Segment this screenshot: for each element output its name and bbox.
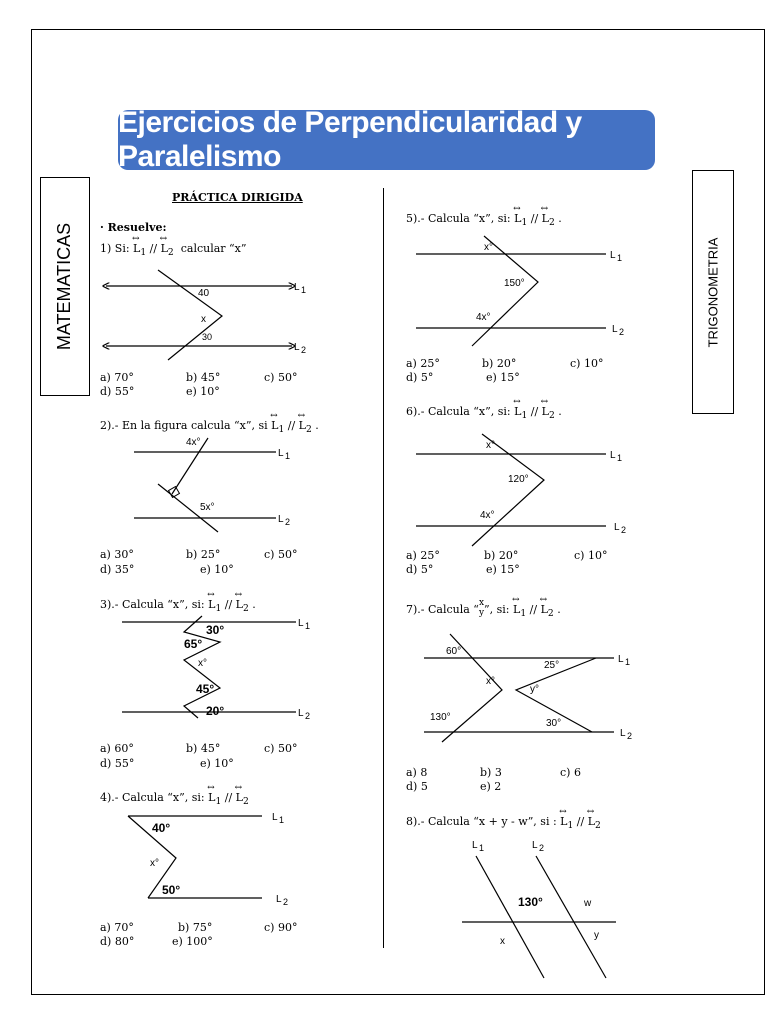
svg-text:1: 1 bbox=[617, 453, 623, 463]
svg-text:130°: 130° bbox=[430, 712, 451, 723]
svg-text:L: L bbox=[532, 840, 538, 851]
subject-label: MATEMATICAS bbox=[54, 222, 75, 351]
svg-text:x°: x° bbox=[484, 242, 493, 253]
practice-heading: PRÁCTICA DIRIGIDA bbox=[172, 191, 303, 204]
problem-5-options-b: d) 5° e) 15° bbox=[406, 371, 520, 384]
svg-text:40°: 40° bbox=[152, 821, 171, 835]
svg-text:x: x bbox=[500, 936, 505, 947]
svg-text:w: w bbox=[584, 898, 592, 909]
problem-2-options-b: d) 35° e) 10° bbox=[100, 563, 234, 576]
svg-text:L: L bbox=[610, 250, 616, 261]
svg-text:4x°: 4x° bbox=[476, 312, 491, 323]
problem-6-options-b: d) 5° e) 15° bbox=[406, 563, 520, 576]
svg-text:45°: 45° bbox=[196, 682, 215, 696]
problem-2-options-a: a) 30° b) 25° c) 50° bbox=[100, 548, 298, 561]
problem-6-options-a: a) 25° b) 20° c) 10° bbox=[406, 549, 608, 562]
problem-5-question: 5).- Calcula “x”, si: ↔ $L_1$ // ↔ $L_2$ . bbox=[406, 212, 562, 229]
svg-text:25°: 25° bbox=[544, 660, 560, 671]
svg-text:y°: y° bbox=[530, 684, 539, 695]
problem-3-question: 3).- Calcula “x”, si: ↔ $L_1$ // ↔ $L_2$ . bbox=[100, 598, 256, 615]
svg-text:1: 1 bbox=[617, 253, 623, 263]
svg-text:L: L bbox=[620, 728, 626, 739]
svg-text:x°: x° bbox=[150, 858, 159, 869]
column-divider bbox=[383, 188, 384, 948]
svg-text:L: L bbox=[612, 324, 618, 335]
svg-text:130°: 130° bbox=[518, 895, 543, 909]
svg-text:150°: 150° bbox=[504, 278, 525, 289]
svg-text:L: L bbox=[276, 894, 282, 905]
svg-text:L: L bbox=[278, 448, 284, 459]
problem-7-figure bbox=[420, 628, 642, 746]
topic-label: TRIGONOMETRIA bbox=[705, 237, 721, 347]
svg-text:2: 2 bbox=[301, 345, 307, 355]
svg-text:1: 1 bbox=[279, 815, 285, 825]
problem-2-question: 2).- En la figura calcula “x”, si ↔ $L_1$ // ↔ $L_2$ . bbox=[100, 419, 319, 436]
problem-3-options-b: d) 55° e) 10° bbox=[100, 757, 234, 770]
svg-text:L: L bbox=[278, 514, 284, 525]
problem-3-options-a: a) 60° b) 45° c) 50° bbox=[100, 742, 298, 755]
subject-label-box bbox=[40, 177, 90, 396]
svg-text:L: L bbox=[472, 840, 478, 851]
svg-text:60°: 60° bbox=[446, 646, 462, 657]
problem-1-figure bbox=[100, 266, 320, 362]
problem-4-question: 4).- Calcula “x”, si: ↔ $L_1$ // ↔ $L_2$ bbox=[100, 791, 249, 808]
svg-text:65°: 65° bbox=[184, 637, 203, 651]
svg-text:L: L bbox=[272, 812, 278, 823]
problem-7-question: 7).- Calcula “ x y ”, si: ↔ $L_1$ // ↔ $L_2$ . bbox=[406, 600, 561, 620]
problem-1-options-a: a) 70° b) 45° c) 50° bbox=[100, 371, 298, 384]
problem-4-options-a: a) 70° b) 75° c) 90° bbox=[100, 921, 298, 934]
svg-text:1: 1 bbox=[285, 451, 291, 461]
svg-text:2: 2 bbox=[283, 897, 289, 907]
svg-text:L: L bbox=[298, 618, 304, 629]
svg-text:L: L bbox=[298, 708, 304, 719]
page-title: Ejercicios de Perpendicularidad y Paralelismo bbox=[118, 110, 655, 170]
p1-angle-30: 30 bbox=[202, 332, 213, 342]
svg-text:L: L bbox=[618, 654, 624, 665]
svg-text:1: 1 bbox=[479, 843, 485, 853]
svg-text:L: L bbox=[610, 450, 616, 461]
svg-text:2: 2 bbox=[619, 327, 625, 337]
p1-l1: L bbox=[294, 282, 300, 293]
problem-2-figure bbox=[120, 436, 320, 536]
problem-7-options-b: d) 5 e) 2 bbox=[406, 780, 502, 793]
problem-5-options-a: a) 25° b) 20° c) 10° bbox=[406, 357, 604, 370]
problem-8-question: 8).- Calcula “x + y - w”, si : ↔ $L_1$ // ↔ $L_2$ bbox=[406, 815, 601, 832]
resuelve-label: · Resuelve: bbox=[100, 221, 167, 234]
svg-text:2: 2 bbox=[539, 843, 545, 853]
problem-4-figure bbox=[120, 808, 310, 908]
p2-angle-5x: 5x° bbox=[200, 502, 215, 513]
svg-text:2: 2 bbox=[627, 731, 633, 741]
svg-text:x°: x° bbox=[486, 676, 495, 687]
p1-angle-40: 40 bbox=[198, 288, 210, 299]
svg-text:L: L bbox=[614, 522, 620, 533]
p2-angle-4x: 4x° bbox=[186, 437, 201, 448]
problem-8-figure bbox=[456, 838, 626, 978]
problem-1-question: 1) Si: ↔ $L_1$ // ↔ $L_2$ calcular “x” bbox=[100, 242, 247, 259]
svg-text:30°: 30° bbox=[206, 623, 225, 637]
svg-text:2: 2 bbox=[305, 711, 311, 721]
svg-text:20°: 20° bbox=[206, 704, 225, 718]
topic-label-box bbox=[692, 170, 734, 414]
problem-7-options-a: a) 8 b) 3 c) 6 bbox=[406, 766, 581, 779]
svg-text:1: 1 bbox=[625, 657, 631, 667]
problem-3-figure bbox=[120, 612, 320, 722]
svg-text:2: 2 bbox=[621, 525, 627, 535]
svg-text:y: y bbox=[594, 930, 599, 941]
p1-angle-x: x bbox=[201, 314, 206, 325]
svg-text:x°: x° bbox=[198, 658, 207, 669]
svg-text:x°: x° bbox=[486, 440, 495, 451]
svg-text:50°: 50° bbox=[162, 883, 181, 897]
svg-text:30°: 30° bbox=[546, 718, 562, 729]
problem-6-question: 6).- Calcula “x”, si: ↔ $L_1$ // ↔ $L_2$ . bbox=[406, 405, 562, 422]
svg-text:2: 2 bbox=[285, 517, 291, 527]
svg-text:4x°: 4x° bbox=[480, 510, 495, 521]
svg-text:1: 1 bbox=[305, 621, 311, 631]
svg-text:120°: 120° bbox=[508, 474, 529, 485]
p1-l2: L bbox=[294, 342, 300, 353]
problem-6-figure bbox=[410, 428, 630, 550]
problem-5-figure bbox=[410, 232, 630, 350]
problem-1-options-b: d) 55° e) 10° bbox=[100, 385, 220, 398]
svg-text:1: 1 bbox=[301, 285, 307, 295]
problem-4-options-b: d) 80° e) 100° bbox=[100, 935, 213, 948]
